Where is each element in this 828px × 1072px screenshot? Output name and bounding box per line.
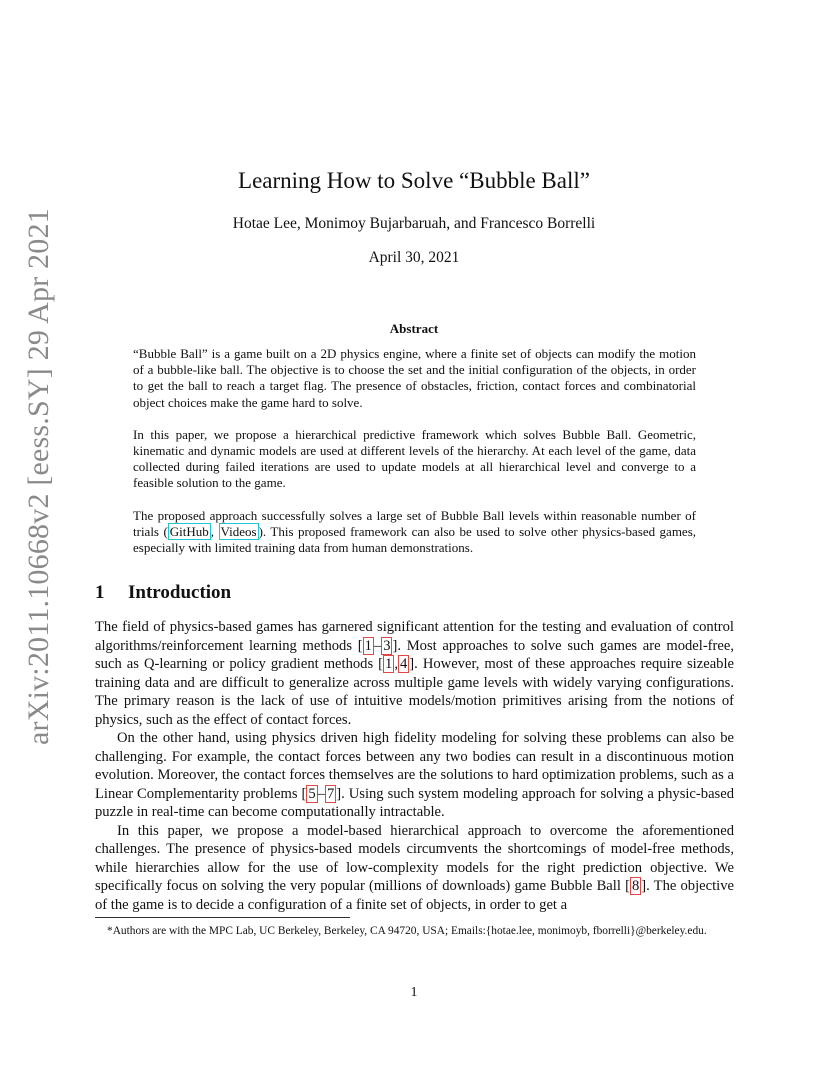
abstract-paragraph-3 <box>133 508 696 557</box>
intro-paragraph-2 <box>95 729 734 822</box>
citation-link[interactable]: 8 <box>631 878 640 894</box>
abstract-heading: Abstract <box>389 321 439 336</box>
citation-link[interactable]: 5 <box>308 785 316 802</box>
arxiv-identifier-stamp: arXiv:2011.10668v2 [eess.SY] 29 Apr 2021 <box>22 208 55 745</box>
introduction-body <box>95 618 734 914</box>
citation-link[interactable]: 3 <box>383 637 391 654</box>
abstract-p3-text-end: ). This proposed framework can also be used to solve other physics-based games, especially with limited training data from human demonstrations. <box>133 523 697 556</box>
text-run: ]. However, most of these approaches require sizeable training data and are difficult to generalize across multiple game levels with widely varying configurations. The primary reason is the lack of use of intuitive models/motion primitives arising from the notions of physics, such as the effect of contact forces. <box>95 656 734 728</box>
footnote-divider <box>95 917 350 918</box>
text-run: – <box>373 637 382 654</box>
abstract-paragraph-2: In this paper, we propose a hierarchical predictive framework which solves Bubble Ball. Geometric, kinematic and dynamic models are used at different levels of the hierarchy. At each level of the game, data collected during failed iterations are used to update models at all hierarchical level and converge to a feasible solution to the game. <box>133 426 696 491</box>
text-run: ]. The objective of the game is to decide a configuration of a finite set of objects, in order to get a <box>95 878 735 913</box>
abstract-body <box>133 346 696 572</box>
github-link[interactable]: GitHub <box>169 523 209 539</box>
section-heading-introduction <box>95 582 231 604</box>
intro-paragraph-3 <box>95 822 734 915</box>
author-list: Hotae Lee, Monimoy Bujarbaruah, and Francesco Borrelli <box>232 215 596 232</box>
text-run: In this paper, we propose a model-based hierarchical approach to overcome the aforementioned challenges. The presence of physics-based models circumvents the shortcomings of model-free methods, while hierarchies allow for the use of low-complexity models for the right prediction objective. We specifically focus on solving the very popular (millions of downloads) game Bubble Ball [ <box>95 822 734 894</box>
citation-link[interactable]: 1 <box>385 656 393 672</box>
section-title: Introduction <box>128 582 232 603</box>
page-number: 1 <box>410 985 418 1000</box>
author-affiliation-footnote: *Authors are with the MPC Lab, UC Berkeley, Berkeley, CA 94720, USA; Emails:{hotae.lee, monimoyb, fborrelli}@berkeley.edu. <box>107 925 707 937</box>
text-run: ]. Most approaches to solve such games are model-free, such as Q-learning or policy gradient methods [ <box>95 637 734 672</box>
citation-link[interactable]: 4 <box>400 656 408 672</box>
section-number: 1 <box>95 582 105 603</box>
text-run: , <box>394 656 398 672</box>
text-run: – <box>317 785 325 802</box>
videos-link[interactable]: Videos <box>220 523 257 539</box>
paper-title: Learning How to Solve “Bubble Ball” <box>238 168 590 193</box>
abstract-p3-text: The proposed approach successfully solves a large set of Bubble Ball levels within reasonable number of trials ( <box>133 507 696 539</box>
text-run: On the other hand, using physics driven high fidelity modeling for solving these problems can also be challenging. For example, the contact forces between any two bodies can result in a discontinuous motion evolution. Moreover, the contact forces themselves are the solutions to hard optimization problems, such as a Linear Complementarity problems [ <box>95 730 734 802</box>
abstract-p3-separator: , <box>210 523 219 539</box>
text-run: ]. Using such system modeling approach for solving a physic-based puzzle in real-time can become computationally intractable. <box>95 785 734 820</box>
text-run: The field of physics-based games has garnered significant attention for the testing and evaluation of control algorithms/reinforcement learning methods [ <box>95 619 734 654</box>
abstract-paragraph-1: “Bubble Ball” is a game built on a 2D physics engine, where a finite set of objects can modify the motion of a bubble-like ball. The objective is to choose the set and the initial configuration of the objects, in order to get the ball to reach a target flag. The presence of obstacles, friction, contact forces and combinatorial object choices make the game hard to solve. <box>133 346 696 410</box>
citation-link[interactable]: 7 <box>326 785 335 802</box>
citation-link[interactable]: 1 <box>364 637 372 654</box>
publication-date: April 30, 2021 <box>368 249 460 266</box>
intro-paragraph-1 <box>95 618 734 729</box>
